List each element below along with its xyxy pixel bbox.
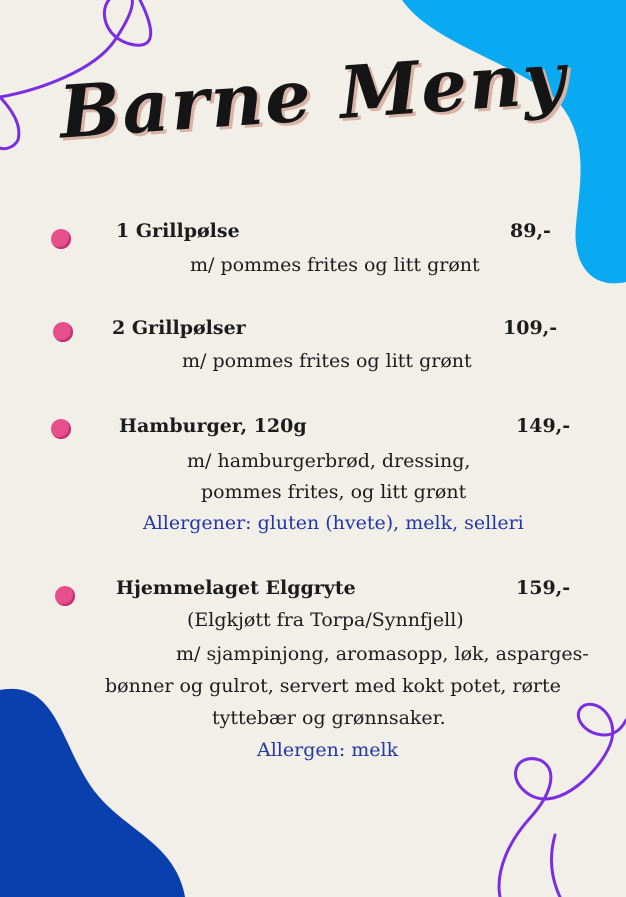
bottom-right-squiggle: [499, 704, 626, 897]
item-allergen: Allergener: gluten (hvete), melk, selleri: [143, 512, 524, 534]
item-name: Hjemmelaget Elggryte: [116, 577, 356, 599]
item-name: 1 Grillpølse: [116, 220, 240, 242]
bullet-icon: [51, 229, 71, 249]
item-price: 109,-: [503, 317, 558, 339]
bottom-left-blob: [0, 689, 185, 897]
item-description: m/ pommes frites og litt grønt: [182, 350, 472, 372]
item-price: 89,-: [510, 220, 551, 242]
item-price: 149,-: [516, 415, 571, 437]
item-description: tyttebær og grønnsaker.: [212, 707, 446, 729]
item-price: 159,-: [516, 577, 571, 599]
item-name: 2 Grillpølser: [112, 317, 246, 339]
item-description: m/ hamburgerbrød, dressing,: [187, 450, 471, 472]
bullet-icon: [51, 419, 71, 439]
item-description: m/ pommes frites og litt grønt: [190, 254, 480, 276]
bullet-icon: [55, 586, 75, 606]
item-description: bønner og gulrot, servert med kokt potet, rørte: [105, 675, 561, 697]
item-description: (Elgkjøtt fra Torpa/Synnfjell): [187, 609, 464, 631]
item-description: pommes frites, og litt grønt: [201, 481, 467, 503]
bullet-icon: [53, 322, 73, 342]
page-title: Barne Meny: [56, 34, 570, 155]
item-description: m/ sjampinjong, aromasopp, løk, asparges-: [176, 643, 589, 665]
item-name: Hamburger, 120g: [119, 415, 307, 437]
item-allergen: Allergen: melk: [257, 739, 399, 761]
